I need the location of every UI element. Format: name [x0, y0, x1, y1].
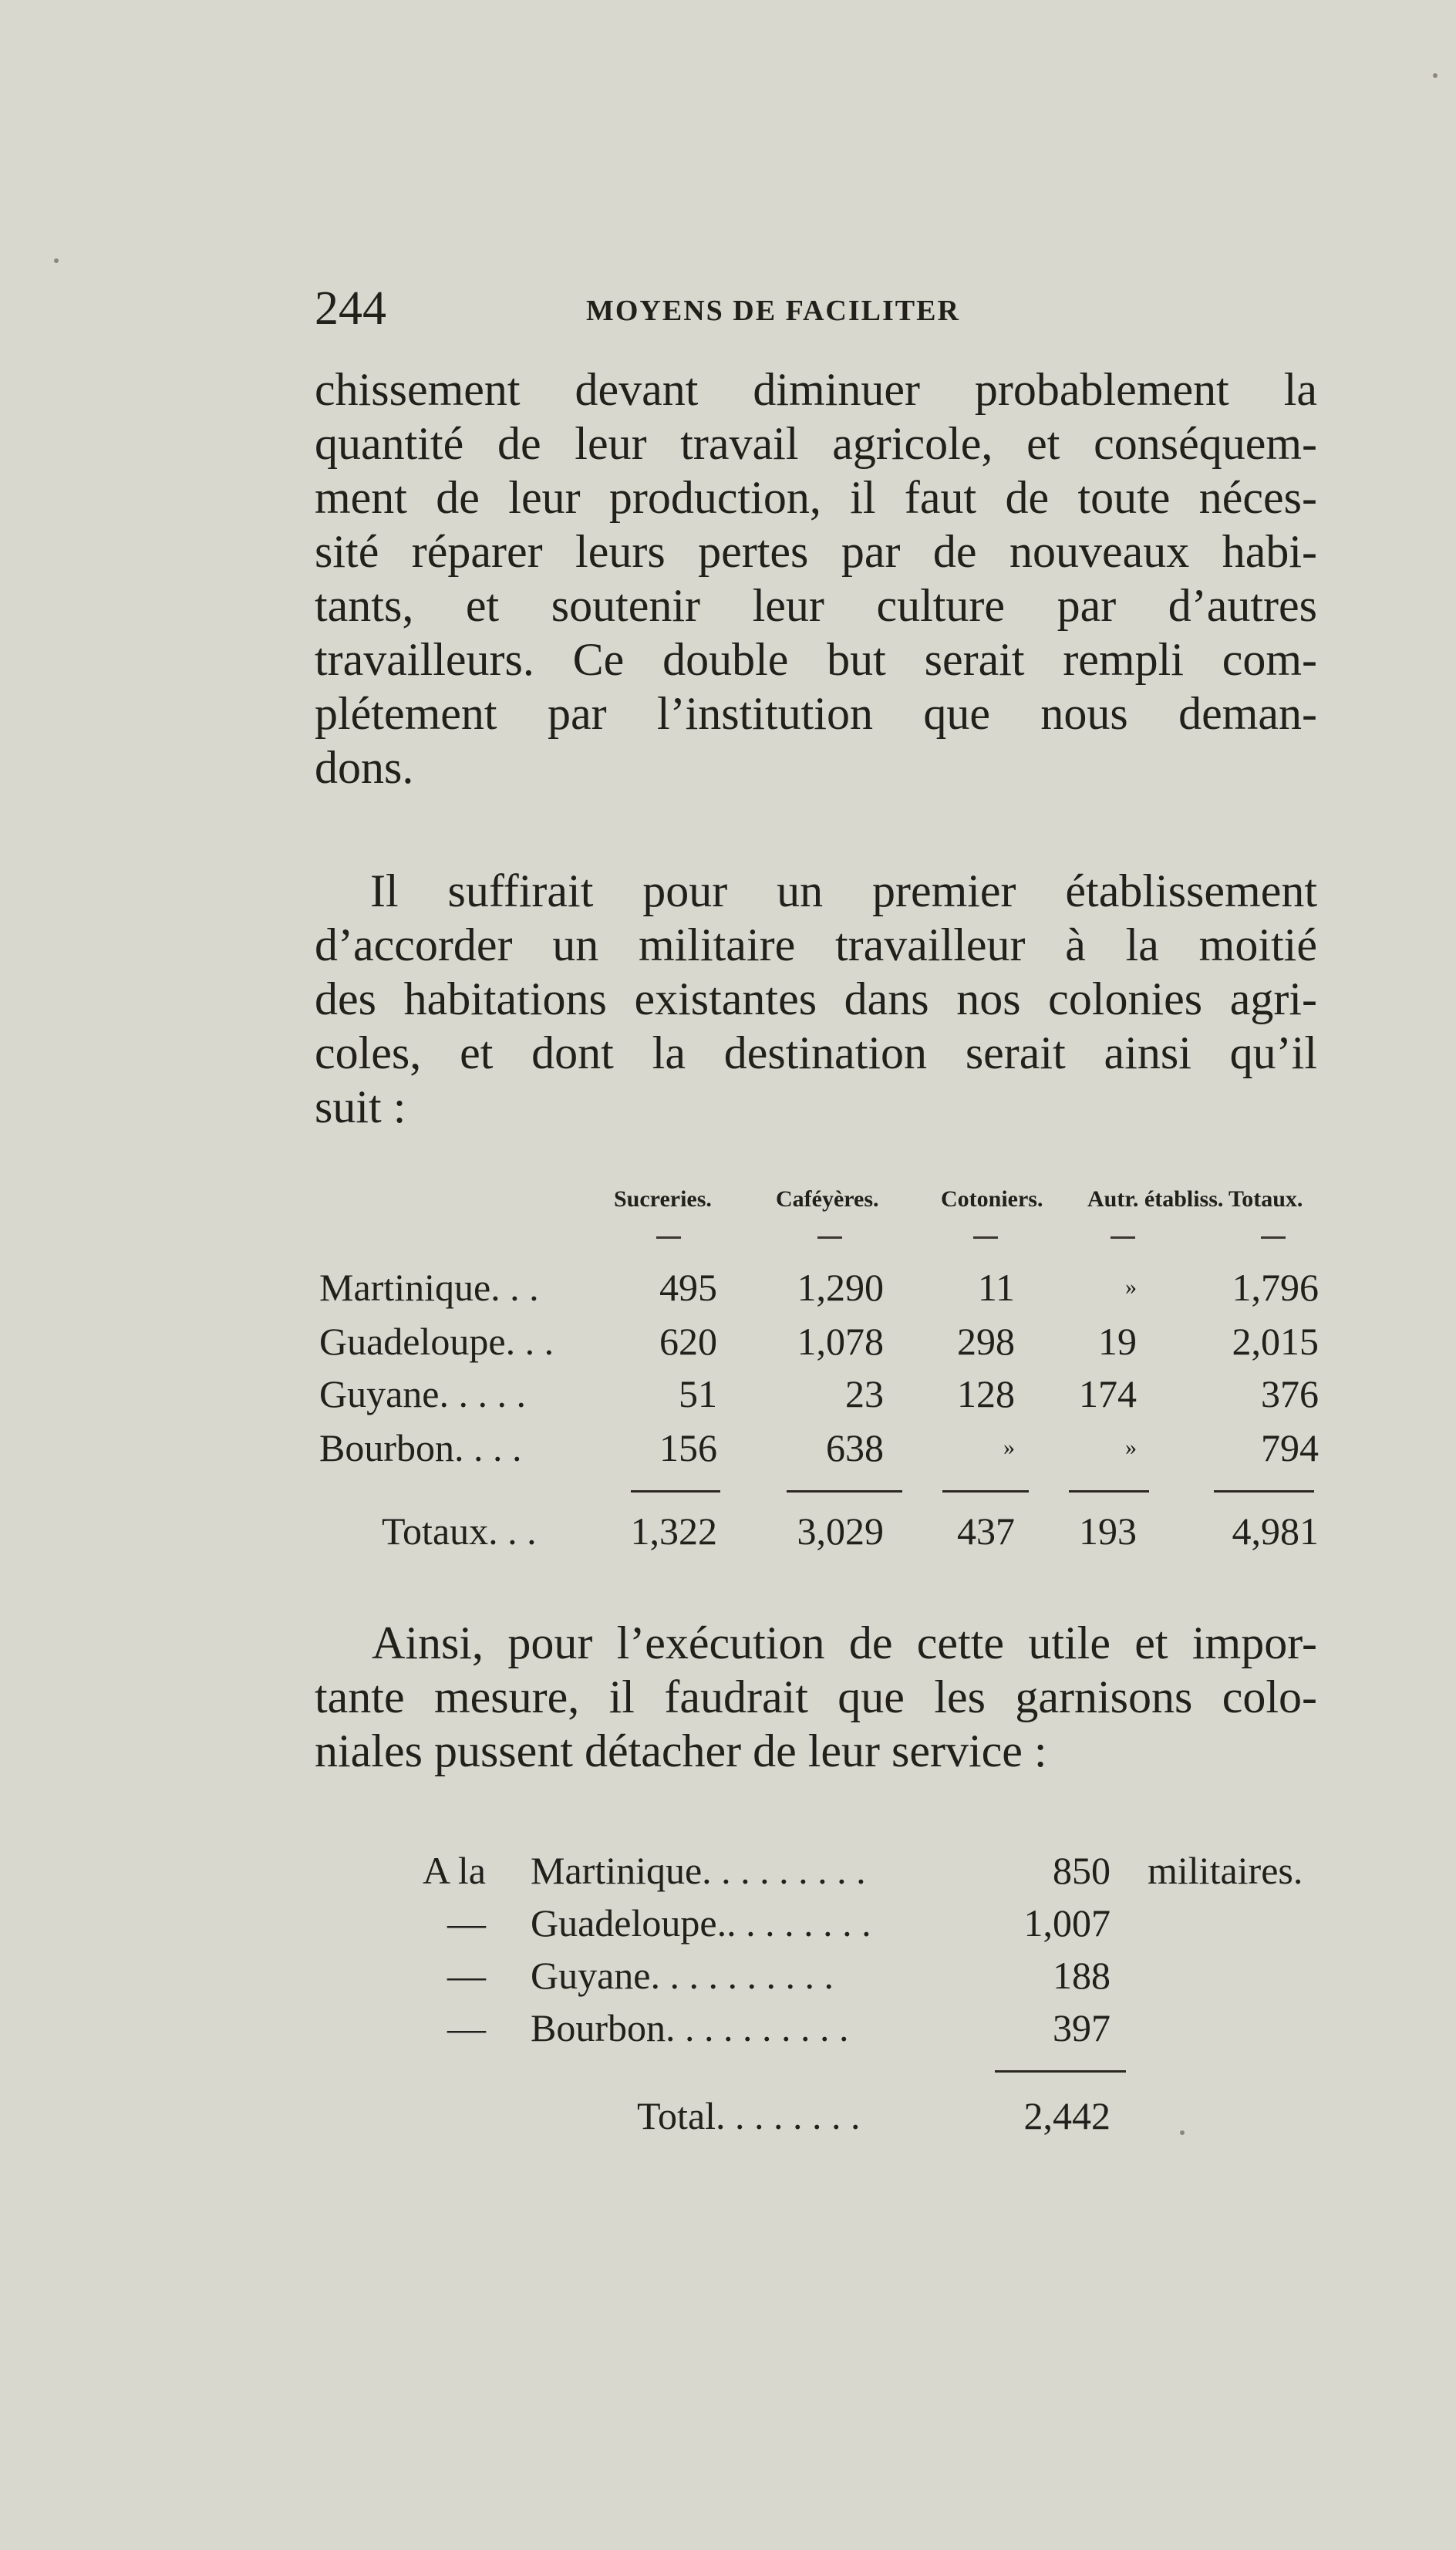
- header-dash: [1261, 1236, 1286, 1239]
- cell-cotoniers: 128: [957, 1372, 1015, 1415]
- sum-rule: [1069, 1490, 1149, 1493]
- cell-cotoniers: 437: [957, 1509, 1015, 1553]
- page-header: [0, 282, 1456, 336]
- sum-rule: [631, 1490, 720, 1493]
- table-row: [0, 1262, 1456, 1313]
- cell-totaux: 4,981: [1232, 1509, 1319, 1553]
- table-total-row: [0, 1506, 1456, 1557]
- table-row: [0, 1422, 1456, 1473]
- cell-autres: »: [1125, 1435, 1137, 1460]
- list-value: 397: [1053, 2006, 1111, 2049]
- paper-speck: [1433, 73, 1437, 78]
- sum-rule: [1214, 1490, 1314, 1493]
- sum-rule: [942, 1490, 1029, 1493]
- table-header-sucreries: Sucreries.: [614, 1186, 712, 1212]
- text-line: quantité de leur travail agricole, et conséquem-: [315, 418, 1317, 469]
- cell-cafeyeres: 3,029: [797, 1509, 884, 1553]
- list-name: Guadeloupe.. . . . . . . .: [531, 1901, 871, 1945]
- running-head: MOYENS DE FACILITER: [586, 295, 960, 327]
- cell-cafeyeres: 638: [826, 1426, 884, 1469]
- text-line: Ainsi, pour l’exécution de cette utile et impor-: [372, 1617, 1317, 1668]
- cell-cotoniers: 298: [957, 1320, 1015, 1363]
- header-dash: [817, 1236, 842, 1239]
- list-dash: —: [447, 1954, 486, 1997]
- list-name: Bourbon. . . . . . . . . .: [531, 2006, 849, 2049]
- list-value: 1,007: [1023, 1901, 1111, 1945]
- table-header-totaux: Totaux.: [1228, 1186, 1303, 1212]
- header-dash: [973, 1236, 998, 1239]
- cell-cotoniers: 11: [977, 1266, 1015, 1309]
- cell-autres: »: [1125, 1274, 1137, 1300]
- paper-speck: [54, 258, 59, 263]
- list-dash: —: [447, 2006, 486, 2049]
- cell-sucreries: 495: [659, 1266, 717, 1309]
- text-line: chissement devant diminuer probablement la: [315, 364, 1317, 415]
- table-header-cotoniers: Cotoniers.: [941, 1186, 1043, 1212]
- cell-sucreries: 51: [679, 1372, 717, 1415]
- text-line: ment de leur production, il faut de toute néces-: [315, 472, 1317, 523]
- cell-autres: 174: [1079, 1372, 1137, 1415]
- page-number: 244: [315, 282, 386, 335]
- sum-rule: [787, 1490, 902, 1493]
- cell-autres: 19: [1098, 1320, 1137, 1363]
- total-label: Totaux. . .: [382, 1509, 537, 1553]
- cell-totaux: 794: [1261, 1426, 1319, 1469]
- list-item: [0, 1897, 1456, 1948]
- cell-cafeyeres: 1,078: [797, 1320, 884, 1363]
- cell-totaux: 376: [1261, 1372, 1319, 1415]
- text-line: d’accorder un militaire travailleur à la moitié: [315, 919, 1317, 970]
- cell-cafeyeres: 1,290: [797, 1266, 884, 1309]
- text-line: tants, et soutenir leur culture par d’autres: [315, 580, 1317, 631]
- cell-cotoniers: »: [1003, 1435, 1015, 1460]
- table-row: [0, 1316, 1456, 1367]
- header-dash: [656, 1236, 681, 1239]
- row-label: Guadeloupe. . .: [319, 1320, 554, 1363]
- cell-sucreries: 1,322: [630, 1509, 717, 1553]
- list-total: [0, 2090, 1456, 2141]
- cell-cafeyeres: 23: [845, 1372, 884, 1415]
- cell-totaux: 1,796: [1232, 1266, 1319, 1309]
- table-row: [0, 1368, 1456, 1419]
- text-line: niales pussent détacher de leur service :: [315, 1725, 1047, 1776]
- list-item: [0, 2002, 1456, 2053]
- sum-rule: [995, 2070, 1126, 2073]
- text-line: coles, et dont la destination serait ainsi qu’il: [315, 1027, 1317, 1078]
- text-line: Il suffirait pour un premier établissement: [370, 865, 1317, 916]
- cell-autres: 193: [1079, 1509, 1137, 1553]
- list-name: Guyane. . . . . . . . . .: [531, 1954, 834, 1997]
- row-label: Bourbon. . . .: [319, 1426, 522, 1469]
- list-prefix: A la: [423, 1849, 486, 1892]
- text-line: travailleurs. Ce double but serait rempli com-: [315, 634, 1317, 685]
- list-total-label: Total. . . . . . . .: [637, 2094, 861, 2137]
- cell-totaux: 2,015: [1232, 1320, 1319, 1363]
- text-line: plétement par l’institution que nous deman-: [315, 688, 1317, 739]
- list-unit: militaires.: [1148, 1849, 1303, 1892]
- list-name: Martinique. . . . . . . . .: [531, 1849, 866, 1892]
- list-value: 188: [1053, 1954, 1111, 1997]
- list-value: 850: [1053, 1849, 1111, 1892]
- cell-sucreries: 620: [659, 1320, 717, 1363]
- list-item: [0, 1845, 1456, 1896]
- table-header-autres: Autr. établiss.: [1087, 1186, 1224, 1212]
- text-line: sité réparer leurs pertes par de nouveaux habi-: [315, 526, 1317, 577]
- text-line: suit :: [315, 1081, 406, 1132]
- list-dash: —: [447, 1901, 486, 1945]
- paper-speck: [1180, 2130, 1185, 2135]
- row-label: Martinique. . .: [319, 1266, 539, 1309]
- row-label: Guyane. . . . .: [319, 1372, 526, 1415]
- table-header-cafeyeres: Caféyères.: [776, 1186, 879, 1212]
- text-line: dons.: [315, 742, 414, 793]
- list-item: [0, 1950, 1456, 2001]
- list-total-value: 2,442: [1023, 2094, 1111, 2137]
- text-line: tante mesure, il faudrait que les garnisons colo-: [315, 1671, 1317, 1722]
- cell-sucreries: 156: [659, 1426, 717, 1469]
- header-dash: [1111, 1236, 1135, 1239]
- text-line: des habitations existantes dans nos colonies agri-: [315, 973, 1317, 1024]
